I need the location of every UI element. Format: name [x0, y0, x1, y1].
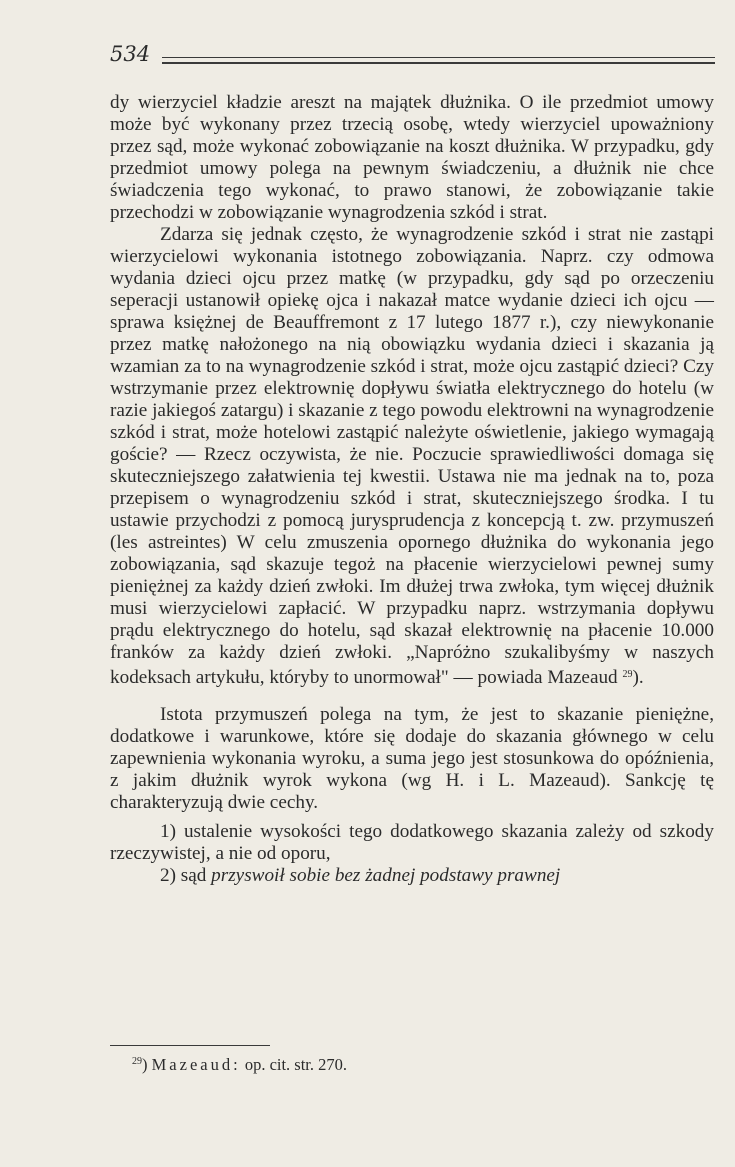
footnote-divider — [110, 1045, 270, 1046]
page-header — [110, 38, 715, 68]
header-rule-thin — [162, 57, 715, 58]
footnote — [132, 1055, 347, 1075]
list-item-2-italic: przyswoił sobie bez żadnej podstawy prawnej — [211, 865, 561, 886]
footnote-marker: 29 — [132, 1056, 142, 1067]
footnote-marker-suffix: ) — [142, 1055, 148, 1074]
list-item-2-start: 2) sąd — [160, 865, 207, 886]
body-text — [110, 92, 714, 887]
paragraph-3: Istota przymuszeń polega na tym, że jest to skazanie pieniężne, dodatkowe i warunkowe, które się dodaje do skazania głównego w celu zapewnienia wykonania wyroku, a suma jego jest stosunkowa do opóźnienia, z jakim dłużnik wyrok wykona (wg H. i L. Mazeaud). Sankcję tę charakteryzują dwie cechy. — [110, 704, 714, 813]
footnote-citation: op. cit. str. 270. — [244, 1055, 348, 1074]
list-item-2 — [110, 865, 714, 887]
footnote-author: Mazeaud: — [151, 1055, 241, 1074]
paragraph-1: dy wierzyciel kładzie areszt na majątek dłużnika. O ile przedmiot umowy może być wykonany przez trzecią osobę, wtedy wierzyciel upoważniony przez sąd, może wykonać zobowiązanie na koszt dłużnika. W przypadku, gdy przedmiot umowy polega na pewnym świadczeniu, a dłużnik nie chce świadczenia tego wykonać, to prawo stanowi, że zobowiązanie takie przechodzi w zobowiązanie wynagrodzenia szkód i strat. — [110, 92, 714, 223]
paragraph-2 — [110, 224, 714, 689]
paragraph-2-end: ). — [632, 667, 644, 688]
header-rule-thick — [162, 62, 715, 64]
paragraph-2-text: Zdarza się jednak często, że wynagrodzenie szkód i strat nie zastąpi wierzycielowi wykonania istotnego zobowiązania. Naprz. czy odmowa wydania dzieci ojcu przez matkę (w przypadku, gdy sąd po orzeczeniu seperacji ustanowił opiekę ojca i nakazał matce wydanie dzieci ich ojcu — sprawa księżnej de Beauffremont z 17 lutego 1877 r.), czy niewykonanie przez matkę nałożonego na nią obowiązku wydania dzieci i skazania ją wzamian za to na wynagrodzenie szkód i strat, może ojcu zastąpić dzieci? Czy wstrzymanie przez elektrownię dopływu światła elektrycznego do hotelu (w razie jakiegoś zatargu) i skazanie z tego powodu elektrowni na wynagrodzenie szkód i strat, może hotelowi zastąpić należyte oświetlenie, jakiego wymagają goście? — Rzecz oczywista, że nie. Poczucie sprawiedliwości domaga się skuteczniejszego załatwienia tej kwestii. Ustawa nie ma jednak na to, poza przepisem o wynagrodzeniu szkód i strat, skuteczniejszego środka. I tu ustawie przychodzi z pomocą jurysprudencja z koncepcją t. zw. przymuszeń (les astreintes) W celu zmuszenia opornego dłużnika do wykonania jego zobowiązania, sąd skazuje tegoż na płacenie wierzycielowi pewnej sumy pieniężnej za każdy dzień zwłoki. Im dłużej trwa zwłoka, tym więcej dłużnik musi wierzycielowi zapłacić. W przypadku naprz. wstrzymania dopływu prądu elektrycznego do hotelu, sąd skazał elektrownię na płacenie 10.000 franków za każdy dzień zwłoki. „Napróżno szukalibyśmy w naszych kodeksach artykułu, któryby to unormował" — powiada Mazeaud — [110, 224, 714, 688]
list-item-1: 1) ustalenie wysokości tego dodatkowego skazania zależy od szkody rzeczywistej, a nie od oporu, — [110, 821, 714, 864]
footnote-reference: 29 — [622, 669, 633, 680]
page-number: 534 — [110, 42, 151, 66]
